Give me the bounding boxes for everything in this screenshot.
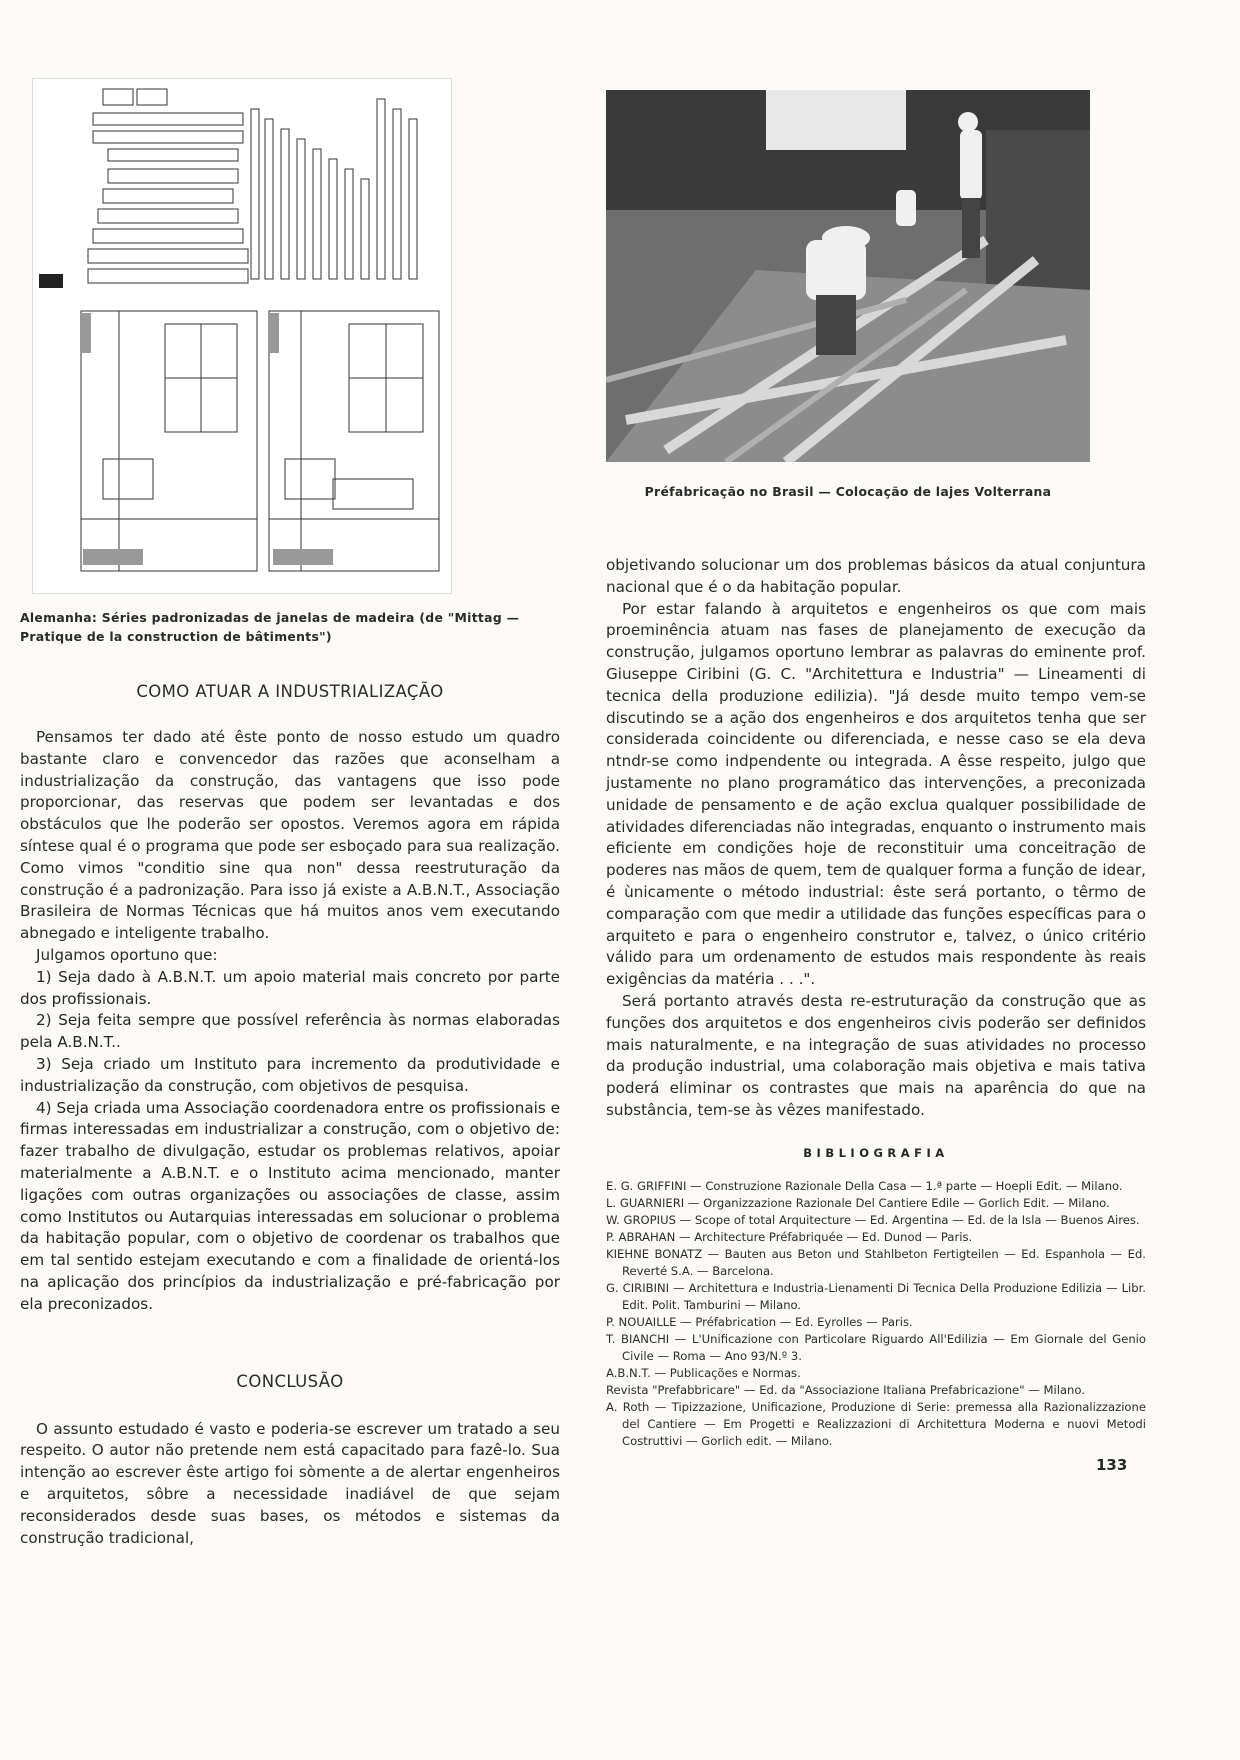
bibliography-entry: W. GROPIUS — Scope of total Arquitecture — Ed. Argentina — Ed. de la Isla — Buenos Aires.: [606, 1212, 1140, 1227]
list-item-1: 1) Seja dado à A.B.N.T. um apoio material mais concreto por parte dos profissionais.: [20, 967, 560, 1008]
bibliography-entry: T. BIANCHI — L'Unificazione con Particolare Riguardo All'Edilizia — Em Giornale del Genio Civile — Roma — Ano 93/N.º 3.: [606, 1331, 1146, 1363]
drawing-caption: Alemanha: Séries padronizadas de janelas de madeira (de "Mittag — Pratique de la construction de bâtiments"): [20, 610, 520, 644]
bibliography-entry: Revista "Prefabbricare" — Ed. da "Associazione Italiana Prefabricazione" — Milano.: [606, 1382, 1085, 1397]
bibliography-entry: E. G. GRIFFINI — Construzione Razionale Della Casa — 1.ª parte — Hoepli Edit. — Milano.: [606, 1178, 1123, 1193]
right-column: [606, 90, 1146, 1450]
section-heading-industrializacao: COMO ATUAR A INDUSTRIALIZAÇÃO: [136, 682, 444, 701]
bibliography-entry: A. Roth — Tipizzazione, Unificazione, Produzione di Serie: premessa alla Razionalizzazione del Cantiere — Em Progetti e Realizzazioni di Architettura Moderna e nuovi Metodi Costruttivi — Gorlich edit. — Milano.: [606, 1399, 1146, 1448]
bibliography-entry: L. GUARNIERI — Organizzazione Razionale Del Cantiere Edile — Gorlich Edit. — Milano.: [606, 1195, 1110, 1210]
paragraph: O assunto estudado é vasto e poderia-se escrever um tratado a seu respeito. O autor não pretende nem está capacitado para fazê-lo. Sua intenção ao escrever êste artigo foi sòmente a de alertar engenheiros e arquitetos, sôbre a necessidade inadiável de que sejam reconsiderados desde suas bases, os métodos e sistemas da construção tradicional,: [20, 1419, 560, 1547]
bibliography-entry: P. ABRAHAN — Architecture Préfabriquée — Ed. Dunod — Paris.: [606, 1229, 973, 1244]
bibliography-entry: G. CIRIBINI — Architettura e Industria-Lienamenti Di Tecnica Della Produzione Edilizia — Libr. Edit. Polit. Tamburini — Milano.: [606, 1280, 1146, 1312]
paragraph: Pensamos ter dado até êste ponto de nosso estudo um quadro bastante claro e convencedor das razões que aconselham a industrialização da construção, das vantagens que isso pode proporcionar, das reservas que podem ser levantadas e dos obstáculos que lhe poderão ser opostos. Veremos agora em rápida síntese qual é o programa que pode ser esboçado para sua realização. Como vimos "conditio sine qua non" dessa reestruturação da construção é a padronização. Para isso já existe a A.B.N.T., Associação Brasileira de Normas Técnicas que há muitos anos vem executando abnegado e inteligente trabalho.: [20, 728, 560, 943]
photo-caption: Préfabricação no Brasil — Colocação de lajes Volterrana: [644, 484, 1052, 499]
bibliography-entry: A.B.N.T. — Publicações e Normas.: [606, 1365, 801, 1380]
section-heading-conclusao: CONCLUSÃO: [236, 1371, 344, 1391]
bibliography-title: BIBLIOGRAFIA: [803, 1145, 949, 1160]
right-body: [606, 555, 1146, 1122]
bibliography-entry: KIEHNE BONATZ — Bauten aus Beton und Stahlbeton Fertigteilen — Ed. Espanhola — Ed. Reverté S.A. — Barcelona.: [606, 1246, 1146, 1278]
list-intro: Julgamos oportuno que:: [36, 945, 218, 964]
conclusao-body: [20, 1419, 560, 1550]
bibliography-entry: P. NOUAILLE — Préfabrication — Ed. Eyrolles — Paris.: [606, 1314, 913, 1329]
list-item-3: 3) Seja criado um Instituto para incremento da produtividade e industrialização da construção, com objetivos de pesquisa.: [20, 1054, 560, 1095]
paragraph: objetivando solucionar um dos problemas básicos da atual conjuntura nacional que é o da habitação popular.: [606, 556, 1146, 596]
paragraph: Por estar falando à arquitetos e engenheiros os que com mais proeminência atuam nas fases de planejamento de execução da construção, julgamos oportuno lembrar as palavras do eminente prof. Giuseppe Ciribini (G. C. "Architettura e Industria" — Lineamenti di tecnica della produzione edilizia). "Já desde muito tempo vem-se discutindo se a ação dos engenheiros e dos arquitetos tenha que ser considerada coincidente ou diferenciada, e nesse caso se ela deva ntndr-se como indpendente ou integrada. A êsse respeito, julgo que justamente no plano programático das intervenções, a preconizada unidade de pensamento e de ação exclua qualquer possibilidade de atividades diferenciadas não integradas, enquanto o instrumento mais eficiente em condições hoje de reconstituir uma conceitração de poderes nas mãos de quem, tem de qualquer forma a função de idear, é ùnicamente o método industrial: êste será portanto, o têrmo de comparação com que medir a utilidade das funções específicas para o arquiteto e para o engenheiro construtor e, talvez, o único critério válido para um ordenamento de estudos mais respondente às reais exigências da matéria . . .".: [606, 599, 1146, 989]
list-item-4: 4) Seja criada uma Associação coordenadora entre os profissionais e firmas interessadas em industrializar a construção, com o objetivo de: fazer trabalho de divulgação, estudar os problemas relativos, apoiar materialmente a A.B.N.T. e o Instituto acima mencionado, manter ligações com outras organizações ou associações de classe, assim como Institutos ou Autarquias interessadas em solucionar o problema da habitação popular, com o objetivo de coordenar os trabalhos que em tal sentido estejam executando e com a finalidade de orientá-los na aplicação dos princípios da industrialização e pré-fabricação por ela preconizados.: [20, 1098, 560, 1313]
industrializacao-body: [20, 727, 560, 1316]
bibliography-list: [606, 1178, 1146, 1450]
construction-photo: [606, 90, 1090, 462]
left-column: [20, 78, 560, 1549]
window-series-drawing: [32, 78, 452, 594]
paragraph: Será portanto através desta re-estruturação da construção que as funções dos arquitetos e dos engenheiros civis poderão ser definidos mais naturalmente, e na integração de suas atividades no processo da produção industrial, uma colaboração mais objetiva e mais tativa poderá eliminar os contrastes que mais na aparência do que na substância, tem-se às vêzes manifestado.: [606, 991, 1146, 1119]
page-number: 133: [1096, 1456, 1128, 1474]
list-item-2: 2) Seja feita sempre que possível referência às normas elaboradas pela A.B.N.T..: [20, 1011, 560, 1052]
